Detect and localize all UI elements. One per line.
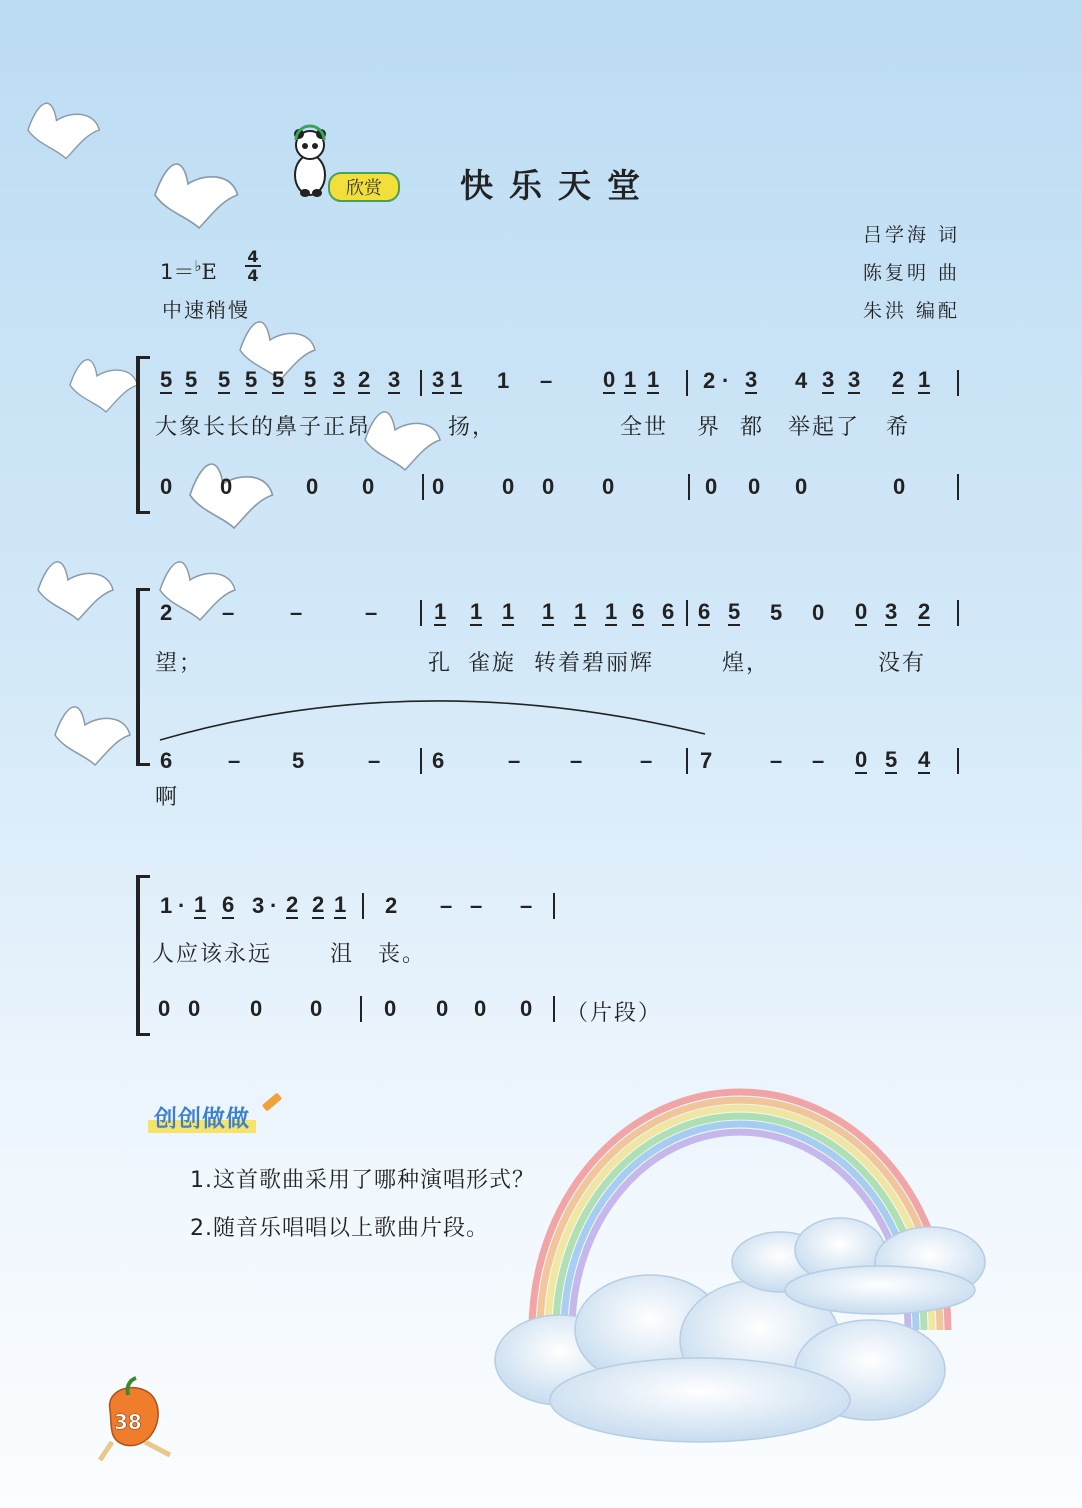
key-note: E [201, 260, 217, 284]
score-note: 0 [220, 474, 233, 499]
lyric-1b: 扬， [448, 415, 497, 440]
score-note: 1 [194, 892, 207, 917]
score-note: 5 [218, 367, 231, 392]
flat-sign: ♭ [194, 257, 202, 275]
lyric-1g: 希 [886, 415, 911, 440]
time-top: 4 [245, 248, 261, 267]
score-note: 1 [502, 599, 515, 624]
barline [957, 370, 959, 396]
barline [957, 600, 959, 626]
score-note: · [178, 893, 186, 918]
score-note: 4 [795, 368, 808, 393]
lyric-2c: 雀旋 [468, 651, 517, 676]
score-note: 0 [893, 474, 906, 499]
score-note: 3 [848, 367, 861, 392]
tempo-marking: 中速稍慢 [162, 298, 250, 322]
score-note: 7 [700, 748, 713, 773]
score-note: 6 [432, 748, 445, 773]
score-note: 5 [185, 367, 198, 392]
score-note: – [812, 748, 825, 773]
score-note: 0 [362, 474, 375, 499]
score-note: 6 [698, 599, 711, 624]
excerpt-label: （片段） [566, 1001, 663, 1026]
score-note: 1 [647, 367, 660, 392]
score-note: – [440, 893, 453, 918]
score-note: 0 [603, 367, 616, 392]
score-note: · [270, 893, 278, 918]
barline [360, 996, 362, 1022]
song-title: 快乐天堂 [460, 166, 656, 205]
score-note: 0 [795, 474, 808, 499]
lyric-2-lower: 啊 [155, 785, 180, 810]
lyricist-credit: 吕学海 词 [862, 224, 960, 246]
score-note: 2 [703, 368, 716, 393]
key-signature [160, 256, 217, 286]
barline [688, 474, 690, 500]
system-brace [136, 588, 150, 766]
score-note: 0 [542, 474, 555, 499]
score-note: 3 [388, 367, 401, 392]
score-note: – [570, 748, 583, 773]
barline [362, 893, 364, 919]
score-note: 5 [292, 748, 305, 773]
barline [686, 370, 688, 396]
score-note: 2 [286, 892, 299, 917]
time-signature [245, 248, 261, 284]
score-note: – [290, 600, 303, 625]
score-note: 3 [822, 367, 835, 392]
score-note: 0 [855, 599, 868, 624]
barline [553, 996, 555, 1022]
score-note: 0 [520, 996, 533, 1021]
score-note: 0 [436, 996, 449, 1021]
system-brace [136, 356, 150, 514]
lyric-3a: 人应该永远 [152, 942, 273, 967]
score-note: 5 [160, 367, 173, 392]
arranger-credit: 朱洪 编配 [862, 300, 960, 322]
score-note: 6 [662, 599, 675, 624]
score-note: 5 [885, 747, 898, 772]
score-note: 1 [434, 599, 447, 624]
score-note: 0 [432, 474, 445, 499]
lyric-2d: 转着碧丽辉 [534, 651, 655, 676]
score-note: 1 [160, 893, 173, 918]
score-note: 2 [892, 367, 905, 392]
score-note: 3 [745, 367, 758, 392]
activity-heading: 创创做做 [148, 1100, 256, 1133]
lyric-2b: 孔 [428, 651, 453, 676]
score-note: – [640, 748, 653, 773]
score-note: 0 [188, 996, 201, 1021]
question-2: 2.随音乐唱唱以上歌曲片段。 [190, 1216, 489, 1241]
score-note: 3 [333, 367, 346, 392]
score-note: – [540, 368, 553, 393]
score-note: 3 [432, 367, 445, 392]
lyric-3c: 丧。 [378, 942, 427, 967]
score-note: 5 [304, 367, 317, 392]
barline [686, 748, 688, 774]
score-note: 1 [624, 367, 637, 392]
score-note: – [508, 748, 521, 773]
score-note: 1 [497, 368, 510, 393]
score-note: 6 [632, 599, 645, 624]
score-note: – [368, 748, 381, 773]
score-note: 6 [222, 892, 235, 917]
barline [422, 474, 424, 500]
lyric-2f: 没有 [878, 651, 927, 676]
score-note: 5 [770, 600, 783, 625]
score-note: – [470, 893, 483, 918]
lyric-1e: 都 [740, 415, 765, 440]
score-note: 5 [245, 367, 258, 392]
score-note: 0 [160, 474, 173, 499]
score-note: 0 [855, 747, 868, 772]
barline [553, 893, 555, 919]
panda-icon [294, 126, 326, 197]
barline [420, 748, 422, 774]
barline [420, 370, 422, 396]
score-note: 3 [885, 599, 898, 624]
phrase-slur [150, 690, 710, 750]
barline [957, 474, 959, 500]
score-note: 6 [160, 748, 173, 773]
barline [957, 748, 959, 774]
page-number: 38 [114, 1410, 142, 1434]
lyric-3b: 沮 [330, 942, 355, 967]
score-note: 0 [705, 474, 718, 499]
score-note: 2 [918, 599, 931, 624]
key-prefix: 1＝ [160, 260, 195, 284]
score-note: 1 [605, 599, 618, 624]
score-note: 0 [812, 600, 825, 625]
score-note: 1 [334, 892, 347, 917]
score-note: – [228, 748, 241, 773]
score-note: – [770, 748, 783, 773]
lyric-1f: 举起了 [788, 415, 861, 440]
barline [420, 600, 422, 626]
score-note: 0 [748, 474, 761, 499]
score-note: 5 [728, 599, 741, 624]
score-note: 0 [306, 474, 319, 499]
lyric-1c: 全世 [620, 415, 669, 440]
lyric-2a: 望； [155, 651, 204, 676]
score-note: – [222, 600, 235, 625]
score-note: 5 [272, 367, 285, 392]
score-note: 2 [312, 892, 325, 917]
score-note: 0 [384, 996, 397, 1021]
system-brace [136, 875, 150, 1036]
score-note: 1 [574, 599, 587, 624]
score-note: 0 [502, 474, 515, 499]
score-note: 2 [160, 600, 173, 625]
score-note: · [722, 368, 730, 393]
score-note: 0 [474, 996, 487, 1021]
score-note: 0 [310, 996, 323, 1021]
composer-credit: 陈复明 曲 [862, 262, 960, 284]
score-note: 0 [250, 996, 263, 1021]
appreciation-badge: 欣赏 [328, 172, 400, 202]
barline [686, 600, 688, 626]
score-note: 2 [358, 367, 371, 392]
question-1: 1.这首歌曲采用了哪种演唱形式？ [190, 1168, 535, 1193]
lyric-1a: 大象长长的鼻子正昂 [155, 415, 372, 440]
score-note: 0 [158, 996, 171, 1021]
score-note: 1 [542, 599, 555, 624]
score-note: 1 [470, 599, 483, 624]
score-note: 3 [252, 893, 265, 918]
score-note: 1 [918, 367, 931, 392]
score-note: 0 [602, 474, 615, 499]
score-note: 4 [918, 747, 931, 772]
score-note: 1 [450, 367, 463, 392]
score-note: – [365, 600, 378, 625]
score-note: 2 [385, 893, 398, 918]
lyric-2e: 煌， [722, 651, 771, 676]
time-bottom: 4 [247, 266, 259, 285]
lyric-1d: 界 [697, 415, 722, 440]
score-note: – [520, 893, 533, 918]
